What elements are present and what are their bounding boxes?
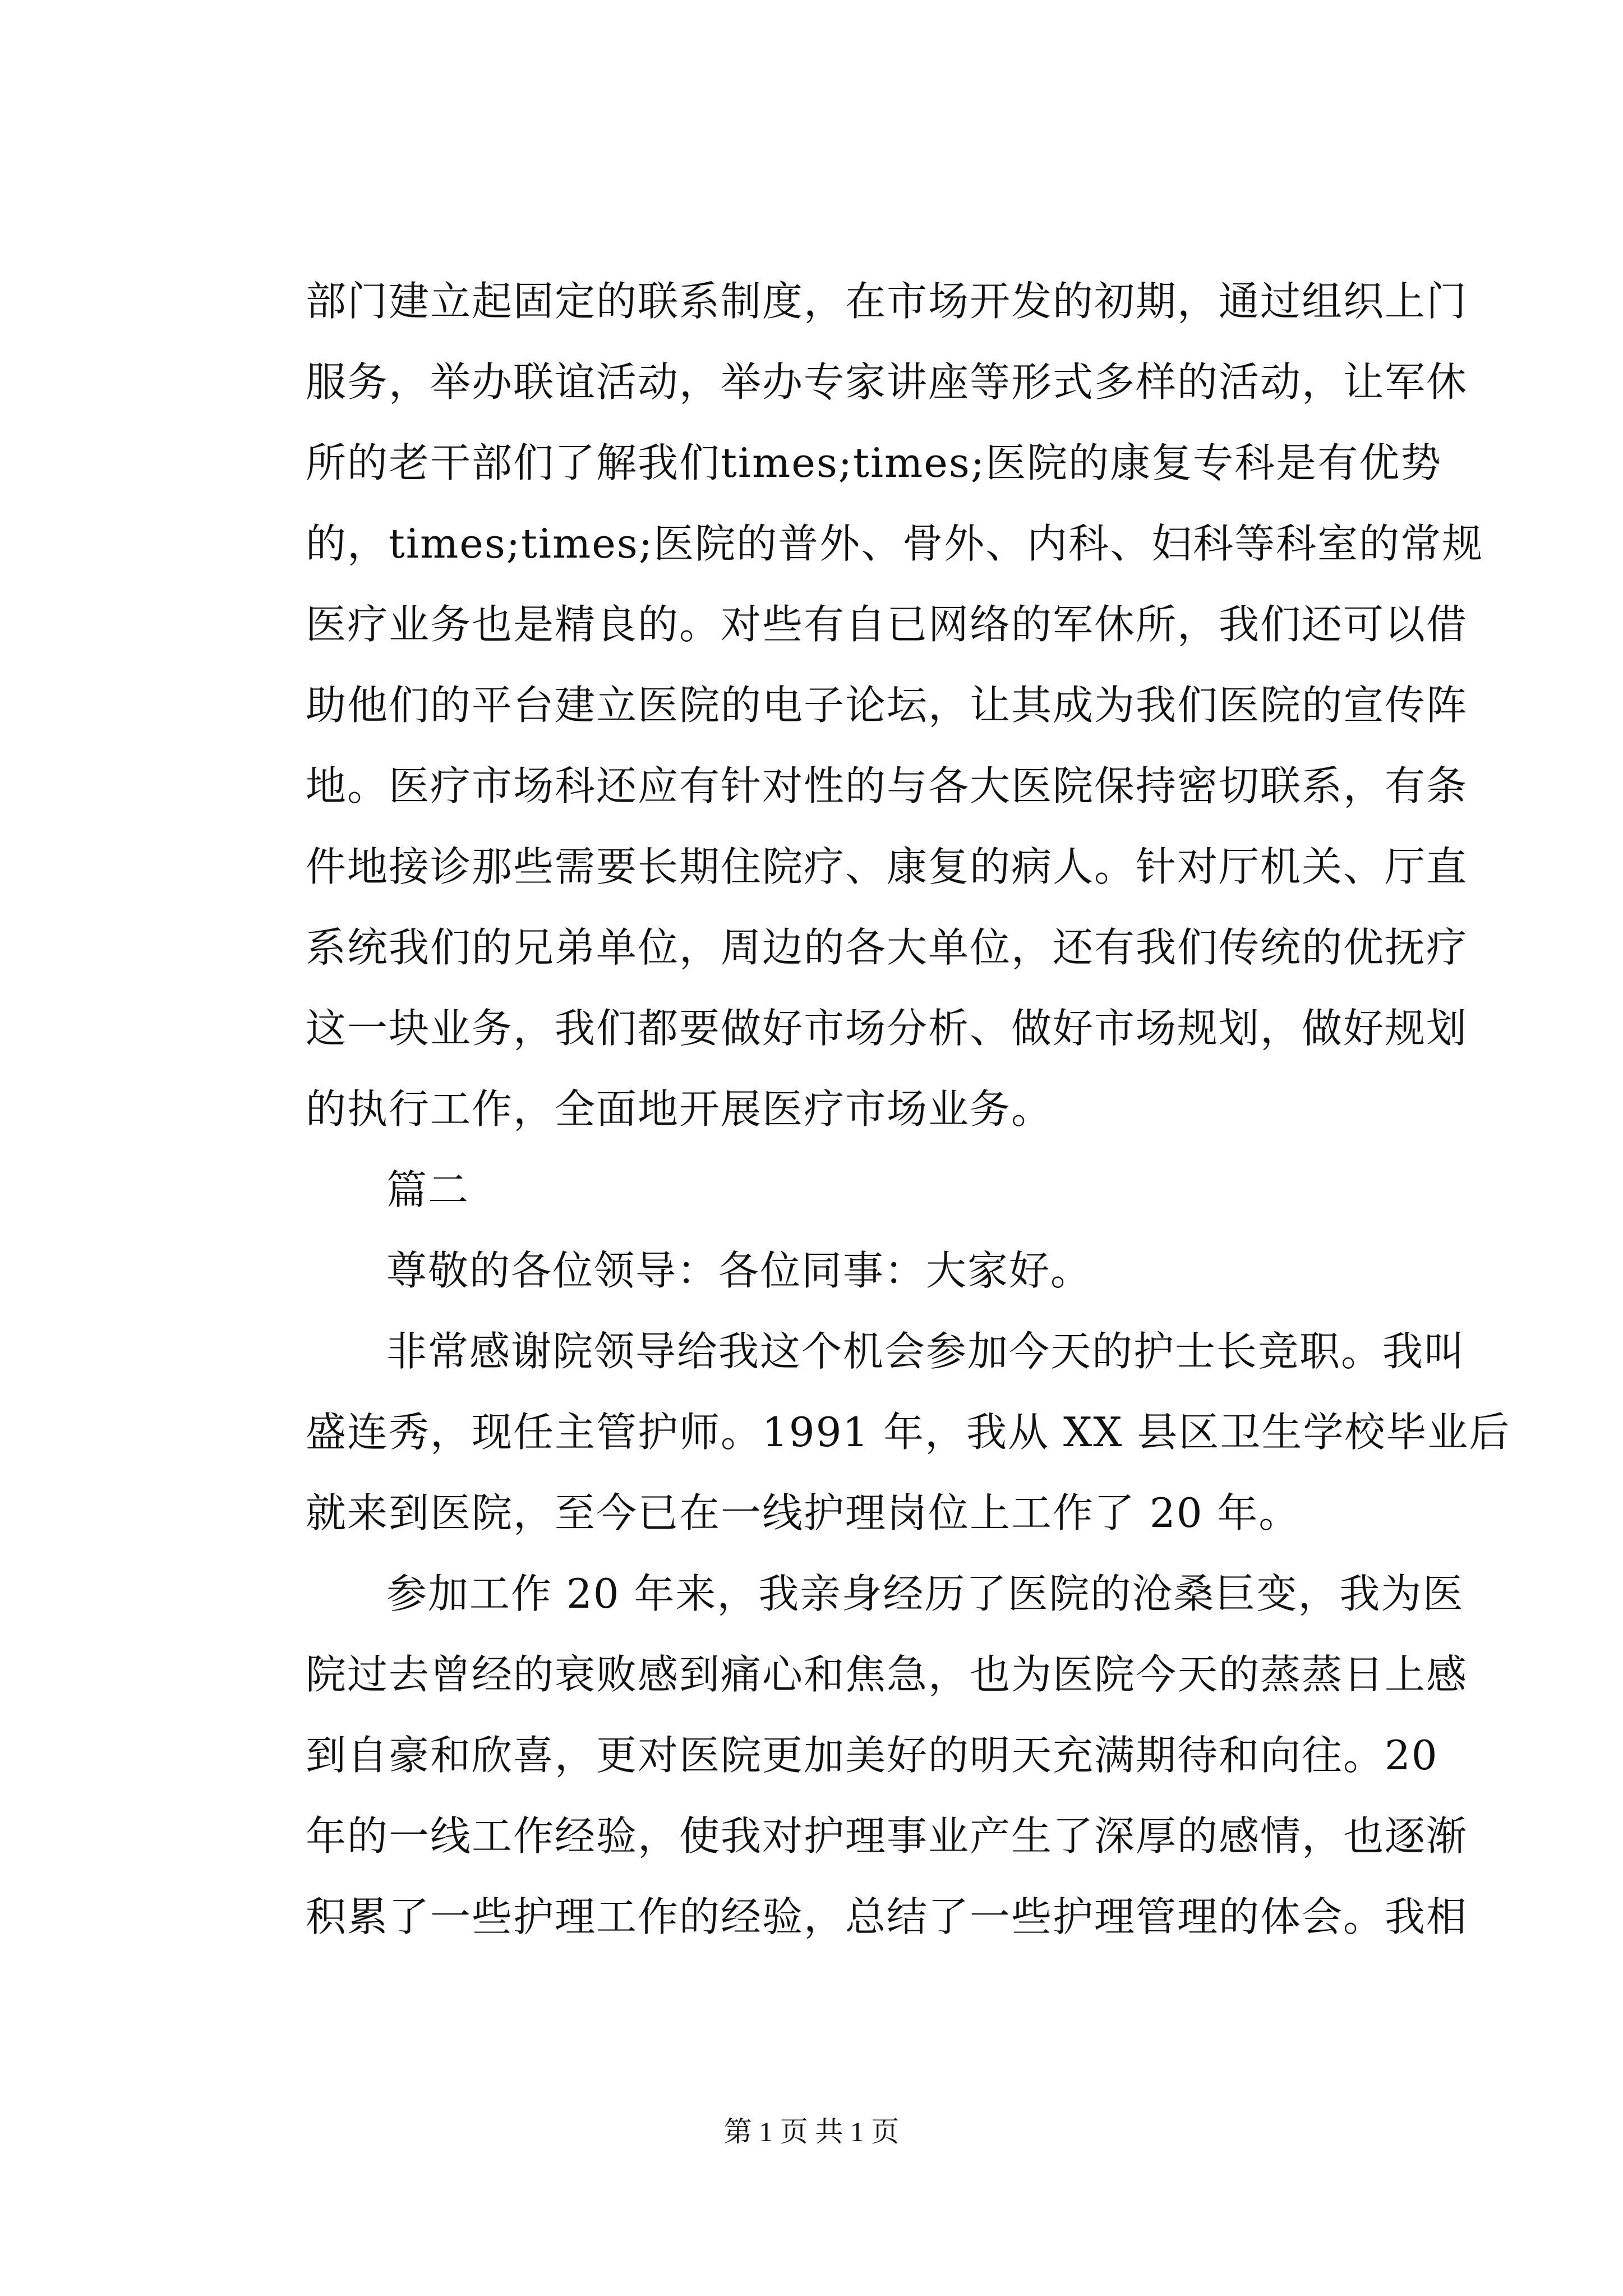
section-heading: 篇二 (386, 1166, 470, 1213)
text-line: 地。医疗市场科还应有针对性的与各大医院保持密切联系，有条 (306, 762, 1468, 809)
text-line: 到自豪和欣喜，更对医院更加美好的明天充满期待和向往。20 (306, 1732, 1438, 1779)
text-line: 助他们的平台建立医院的电子论坛，让其成为我们医院的宣传阵 (306, 682, 1468, 729)
text-line: 部门建立起固定的联系制度，在市场开发的初期，通过组织上门 (306, 278, 1468, 325)
text-line: 的，times;times;医院的普外、骨外、内科、妇科等科室的常规 (306, 520, 1484, 567)
text-line: 系统我们的兄弟单位，周边的各大单位，还有我们传统的优抚疗 (306, 924, 1468, 971)
document-body (306, 261, 1511, 1957)
text-line: 就来到医院，至今已在一线护理岗位上工作了 20 年。 (306, 1489, 1301, 1536)
text-line: 积累了一些护理工作的经验，总结了一些护理管理的体会。我相 (306, 1893, 1468, 1940)
text-line: 这一块业务，我们都要做好市场分析、做好市场规划，做好规划 (306, 1005, 1468, 1052)
text-line: 件地接诊那些需要长期住院疗、康复的病人。针对厅机关、厅直 (306, 843, 1468, 890)
text-line: 所的老干部们了解我们times;times;医院的康复专科是有优势 (306, 439, 1442, 486)
salutation-line: 尊敬的各位领导：各位同事：大家好。 (386, 1247, 1092, 1294)
text-line: 的执行工作，全面地开展医疗市场业务。 (306, 1085, 1053, 1133)
text-line: 年的一线工作经验，使我对护理事业产生了深厚的感情，也逐渐 (306, 1812, 1468, 1860)
text-line: 医疗业务也是精良的。对些有自已网络的军休所，我们还可以借 (306, 601, 1468, 648)
paragraph-start-line: 参加工作 20 年来，我亲身经历了医院的沧桑巨变，我为医 (386, 1570, 1464, 1617)
text-line: 盛连秀，现任主管护师。1991 年，我从 XX 县区卫生学校毕业后 (306, 1409, 1511, 1456)
text-line: 服务，举办联谊活动，举办专家讲座等形式多样的活动，让军休 (306, 358, 1468, 406)
page-number-label: 第 1 页 共 1 页 (723, 2116, 900, 2147)
text-line: 院过去曾经的衰败感到痛心和焦急，也为医院今天的蒸蒸日上感 (306, 1651, 1468, 1698)
paragraph-start-line: 非常感谢院领导给我这个机会参加今天的护士长竞职。我叫 (386, 1328, 1466, 1375)
page-footer (0, 2115, 1623, 2148)
